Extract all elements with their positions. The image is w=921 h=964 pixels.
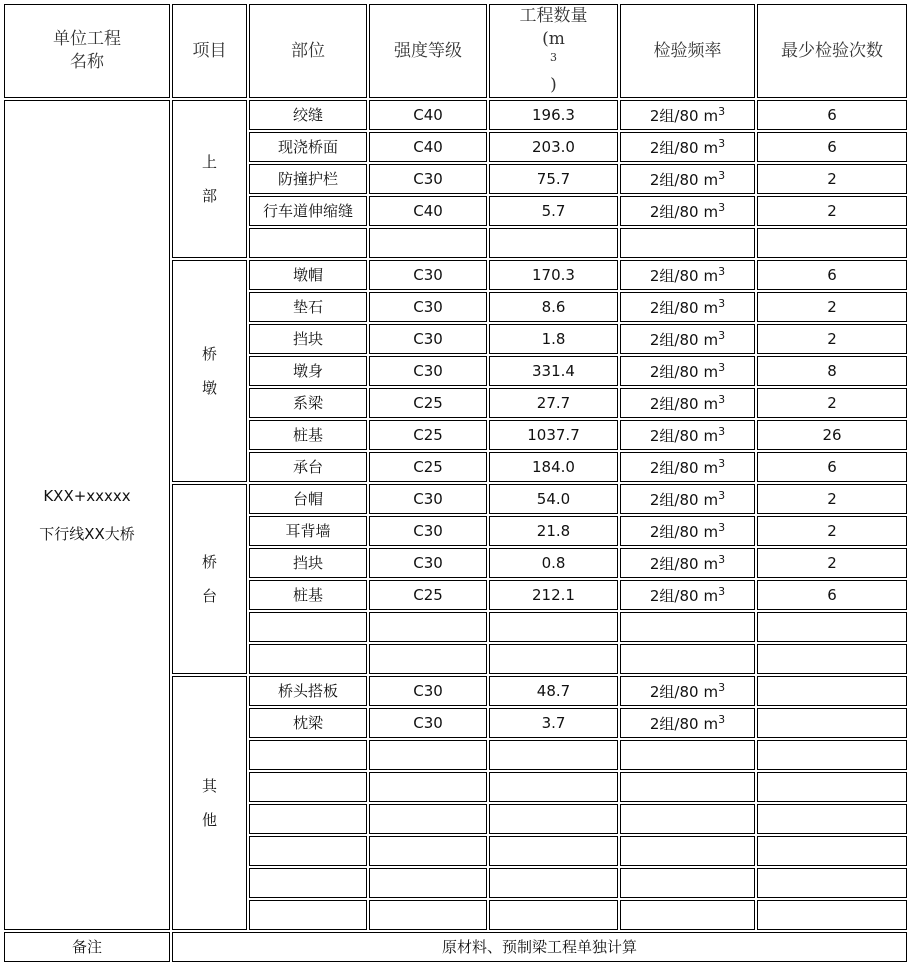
header-row [4,4,907,98]
part-cell: 墩帽 [249,260,367,290]
header-quantity: 工程数量 (m $^3$ ) [489,4,618,98]
quantity-cell [489,228,618,258]
count-cell: 2 [757,196,907,226]
frequency-cell [620,612,755,642]
grade-cell [369,868,487,898]
header-item: 项目 [172,4,247,98]
grade-cell [369,644,487,674]
count-cell [757,228,907,258]
quantity-cell: 170.3 [489,260,618,290]
grade-cell: C30 [369,324,487,354]
quantity-cell: 27.7 [489,388,618,418]
count-cell: 6 [757,132,907,162]
part-cell: 台帽 [249,484,367,514]
grade-cell: C30 [369,356,487,386]
frequency-cell: 2组/80 $m^3$ [620,260,755,290]
frequency-cell [620,740,755,770]
frequency-cell [620,772,755,802]
count-cell: 2 [757,548,907,578]
grade-cell: C30 [369,484,487,514]
frequency-cell: 2组/80 $m^3$ [620,324,755,354]
group-label: 桥 台 [172,484,247,674]
frequency-cell: 2组/80 $m^3$ [620,164,755,194]
grade-cell [369,740,487,770]
frequency-cell: 2组/80 $m^3$ [620,420,755,450]
count-cell: 6 [757,452,907,482]
header-unit-name: 单位工程 名称 [4,4,170,98]
part-cell: 墩身 [249,356,367,386]
frequency-cell: 2组/80 $m^3$ [620,100,755,130]
footer-row [4,932,907,962]
count-cell [757,836,907,866]
quantity-cell: 331.4 [489,356,618,386]
count-cell [757,868,907,898]
grade-cell [369,772,487,802]
header-frequency: 检验频率 [620,4,755,98]
part-cell: 行车道伸缩缝 [249,196,367,226]
count-cell: 26 [757,420,907,450]
table-row [4,100,907,130]
inspection-table [2,2,909,964]
grade-cell: C30 [369,676,487,706]
count-cell [757,612,907,642]
quantity-cell: 21.8 [489,516,618,546]
count-cell [757,804,907,834]
quantity-cell [489,804,618,834]
frequency-cell: 2组/80 $m^3$ [620,708,755,738]
frequency-cell: 2组/80 $m^3$ [620,292,755,322]
count-cell: 8 [757,356,907,386]
quantity-cell [489,868,618,898]
quantity-cell: 184.0 [489,452,618,482]
count-cell: 2 [757,324,907,354]
quantity-cell [489,740,618,770]
count-cell [757,708,907,738]
count-cell: 6 [757,580,907,610]
grade-cell [369,612,487,642]
quantity-cell: 48.7 [489,676,618,706]
frequency-cell: 2组/80 $m^3$ [620,132,755,162]
grade-cell: C30 [369,708,487,738]
part-cell: 系梁 [249,388,367,418]
frequency-cell [620,836,755,866]
quantity-cell: 3.7 [489,708,618,738]
quantity-cell [489,772,618,802]
part-cell: 现浇桥面 [249,132,367,162]
quantity-cell: 203.0 [489,132,618,162]
part-cell [249,228,367,258]
grade-cell [369,836,487,866]
part-cell: 承台 [249,452,367,482]
quantity-cell [489,644,618,674]
grade-cell: C40 [369,100,487,130]
frequency-cell: 2组/80 $m^3$ [620,516,755,546]
part-cell: 桩基 [249,580,367,610]
quantity-cell: 5.7 [489,196,618,226]
grade-cell: C40 [369,196,487,226]
grade-cell: C40 [369,132,487,162]
frequency-cell: 2组/80 $m^3$ [620,580,755,610]
quantity-cell: 75.7 [489,164,618,194]
frequency-cell [620,868,755,898]
quantity-cell: 212.1 [489,580,618,610]
grade-cell [369,900,487,930]
quantity-cell: 0.8 [489,548,618,578]
count-cell [757,676,907,706]
part-cell: 绞缝 [249,100,367,130]
part-cell: 挡块 [249,548,367,578]
frequency-cell: 2组/80 $m^3$ [620,452,755,482]
header-part: 部位 [249,4,367,98]
part-cell [249,740,367,770]
part-cell [249,644,367,674]
count-cell: 2 [757,292,907,322]
quantity-cell: 8.6 [489,292,618,322]
frequency-cell: 2组/80 $m^3$ [620,356,755,386]
part-cell: 枕梁 [249,708,367,738]
frequency-cell: 2组/80 $m^3$ [620,676,755,706]
grade-cell: C30 [369,516,487,546]
frequency-cell [620,804,755,834]
frequency-cell: 2组/80 $m^3$ [620,388,755,418]
count-cell [757,772,907,802]
grade-cell: C30 [369,164,487,194]
count-cell [757,740,907,770]
part-cell: 挡块 [249,324,367,354]
count-cell: 2 [757,516,907,546]
quantity-cell: 54.0 [489,484,618,514]
count-cell [757,900,907,930]
header-min-count: 最少检验次数 [757,4,907,98]
part-cell: 桥头搭板 [249,676,367,706]
count-cell: 2 [757,388,907,418]
grade-cell: C30 [369,292,487,322]
part-cell: 耳背墙 [249,516,367,546]
grade-cell: C25 [369,452,487,482]
group-label: 桥 墩 [172,260,247,482]
part-cell [249,612,367,642]
quantity-cell [489,900,618,930]
frequency-cell: 2组/80 $m^3$ [620,196,755,226]
part-cell: 垫石 [249,292,367,322]
quantity-cell: 1037.7 [489,420,618,450]
quantity-cell: 196.3 [489,100,618,130]
count-cell [757,644,907,674]
frequency-cell [620,228,755,258]
count-cell: 6 [757,260,907,290]
part-cell [249,900,367,930]
grade-cell: C30 [369,548,487,578]
group-label: 上 部 [172,100,247,258]
count-cell: 2 [757,484,907,514]
count-cell: 2 [757,164,907,194]
grade-cell: C25 [369,388,487,418]
part-cell: 防撞护栏 [249,164,367,194]
part-cell [249,804,367,834]
frequency-cell [620,900,755,930]
quantity-cell: 1.8 [489,324,618,354]
part-cell [249,836,367,866]
footer-note: 原材料、预制梁工程单独计算 [172,932,907,962]
footer-label: 备注 [4,932,170,962]
frequency-cell [620,644,755,674]
grade-cell: C25 [369,420,487,450]
frequency-cell: 2组/80 $m^3$ [620,548,755,578]
grade-cell: C25 [369,580,487,610]
part-cell: 桩基 [249,420,367,450]
quantity-cell [489,612,618,642]
quantity-cell [489,836,618,866]
part-cell [249,868,367,898]
frequency-cell: 2组/80 $m^3$ [620,484,755,514]
grade-cell [369,804,487,834]
unit-name-cell: KXX+xxxxx 下行线XX大桥 [4,100,170,930]
header-grade: 强度等级 [369,4,487,98]
count-cell: 6 [757,100,907,130]
grade-cell [369,228,487,258]
grade-cell: C30 [369,260,487,290]
group-label: 其 他 [172,676,247,930]
part-cell [249,772,367,802]
